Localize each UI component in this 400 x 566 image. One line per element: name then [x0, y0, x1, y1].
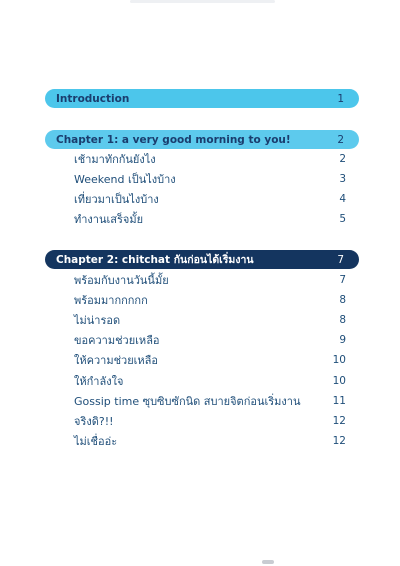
page-number: 10 — [332, 354, 346, 366]
page-number: 7 — [339, 274, 346, 286]
toc-item[interactable] — [74, 373, 346, 389]
page-number: 8 — [339, 314, 346, 326]
item-label: Weekend เป็นไงบ้าง — [74, 173, 176, 186]
toc-entry-introduction[interactable] — [45, 89, 359, 108]
page-number: 2 — [339, 153, 346, 165]
item-label: เช้ามาทักกันยังไง — [74, 153, 156, 166]
item-label: ให้กำลังใจ — [74, 375, 124, 388]
item-label: ไม่เชื่ออ่ะ — [74, 435, 118, 448]
item-label: พร้อมมากกกกก — [74, 294, 148, 307]
toc-item[interactable] — [74, 191, 346, 207]
item-label: ทำงานเสร็จมั้ย — [74, 213, 144, 226]
page-number: 1 — [337, 92, 344, 105]
page-number: 4 — [339, 193, 346, 205]
page-number: 11 — [332, 395, 346, 407]
page-number: 12 — [332, 415, 346, 427]
toc-entry-chapter-2[interactable] — [45, 250, 359, 269]
toc-item[interactable] — [74, 332, 346, 348]
toc-item[interactable] — [74, 292, 346, 308]
toc-item[interactable] — [74, 151, 346, 167]
item-label: ไม่น่ารอด — [74, 314, 121, 327]
item-label: เที่ยวมาเป็นไงบ้าง — [74, 193, 159, 206]
page-scan-mark-bottom — [262, 560, 274, 564]
page-number: 5 — [339, 213, 346, 225]
section-title: Introduction — [56, 92, 130, 105]
page-number: 2 — [337, 133, 344, 146]
item-label: Gossip time ซุบซิบซักนิด สบายจิตก่อนเริ่มงาน — [74, 395, 301, 408]
toc-item[interactable] — [74, 352, 346, 368]
page-number: 9 — [339, 334, 346, 346]
chapter-title: Chapter 1: a very good morning to you! — [56, 133, 291, 146]
toc-item[interactable] — [74, 433, 346, 449]
toc-item[interactable] — [74, 171, 346, 187]
page-number: 10 — [332, 375, 346, 387]
item-label: จริงดิ?!! — [74, 415, 114, 428]
item-label: ให้ความช่วยเหลือ — [74, 354, 159, 367]
item-label: ขอความช่วยเหลือ — [74, 334, 160, 347]
page-number: 12 — [332, 435, 346, 447]
item-label: พร้อมกับงานวันนี้มั้ย — [74, 274, 169, 287]
page-number: 7 — [337, 253, 344, 266]
toc-item[interactable] — [74, 413, 346, 429]
toc-item[interactable] — [74, 272, 346, 288]
toc-item[interactable] — [74, 211, 346, 227]
chapter-title: Chapter 2: chitchat กันก่อนได้เริ่มงาน — [56, 254, 254, 266]
toc-item[interactable] — [74, 312, 346, 328]
page-number: 3 — [339, 173, 346, 185]
page-number: 8 — [339, 294, 346, 306]
toc-item[interactable] — [74, 393, 346, 409]
toc-entry-chapter-1[interactable] — [45, 130, 359, 149]
